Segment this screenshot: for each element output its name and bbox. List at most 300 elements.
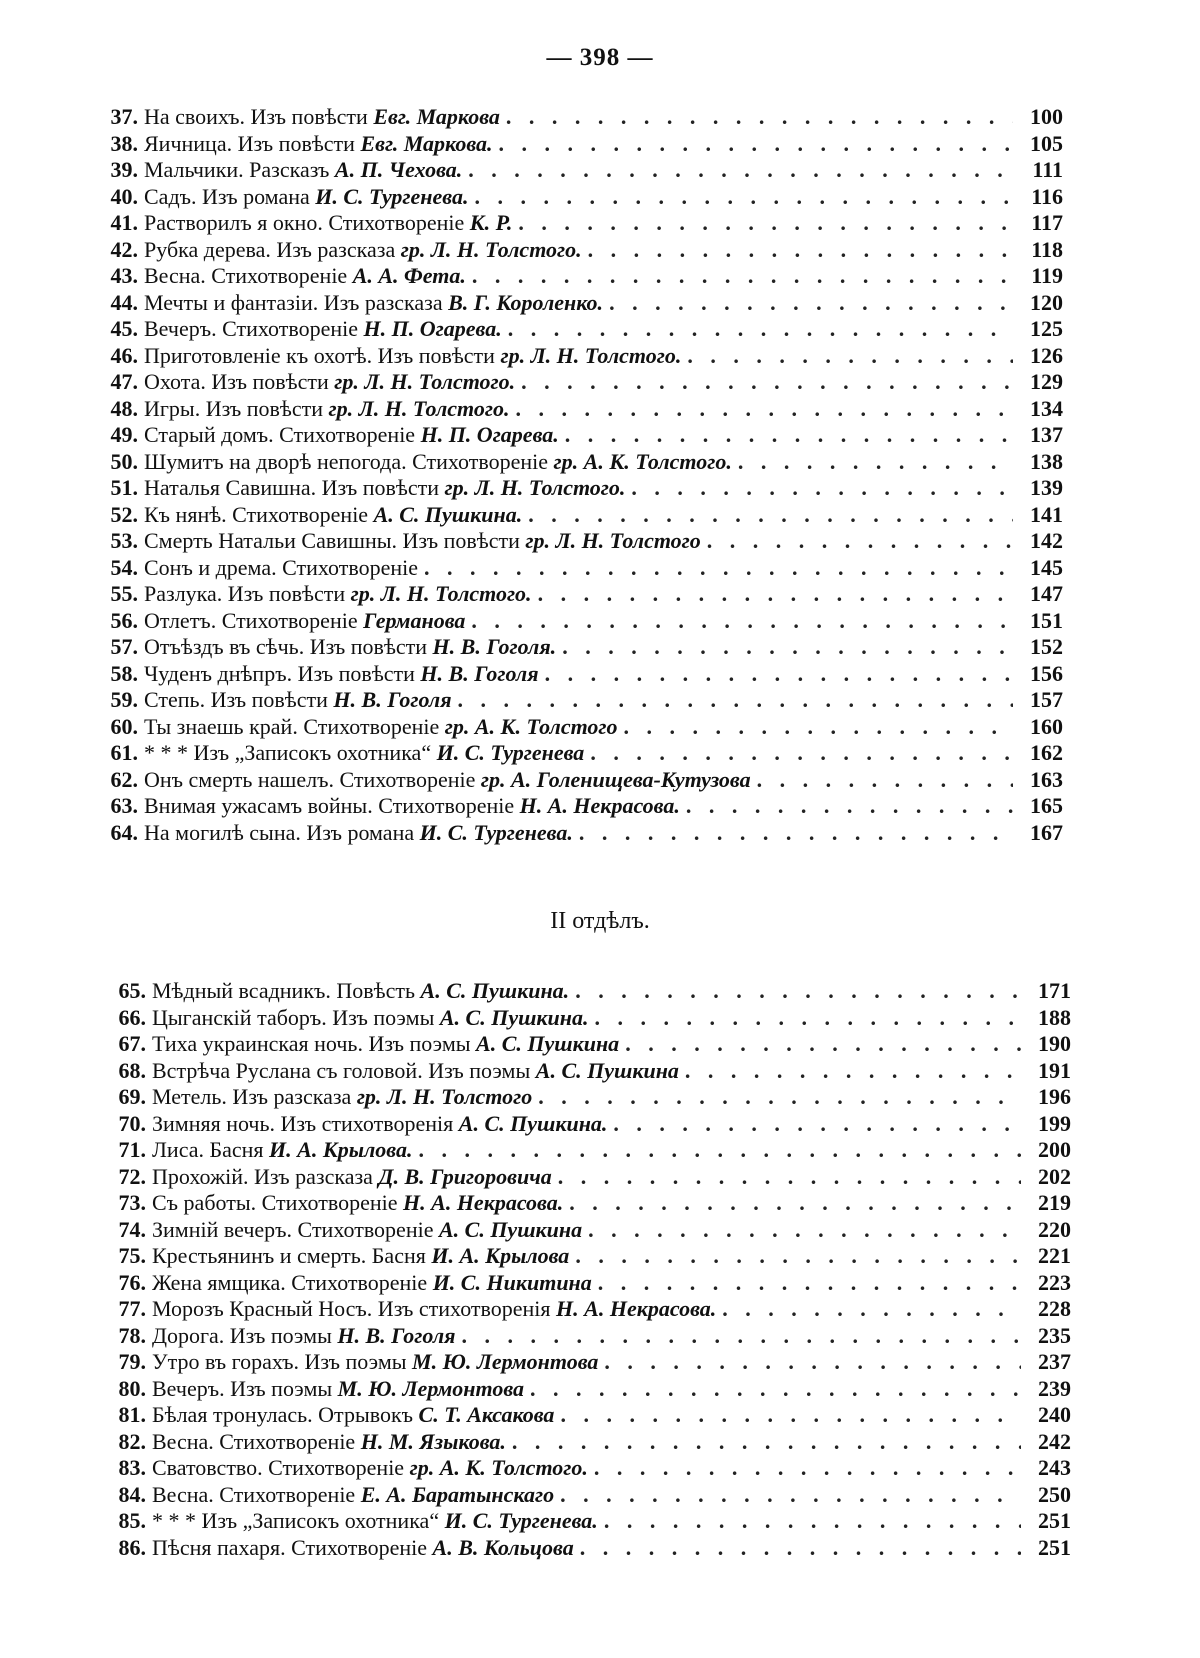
entry-author: Н. М. Языкова. (360, 1428, 506, 1454)
entry-title-text: Пѣсня пахаря. Стихотвореніе (152, 1534, 433, 1560)
entry-author: Н. П. Огарева. (420, 422, 559, 447)
entry-number: 59. (110, 687, 138, 712)
section-heading: II отдѣлъ. (550, 908, 650, 934)
entry-title-text: Ты знаешь край. Стихотвореніе (144, 713, 445, 739)
dot-leader (580, 1535, 1021, 1562)
entry-title-text: Лиса. Басня (152, 1137, 270, 1162)
toc-entry (96, 1535, 1071, 1562)
entry-title-text: Морозъ Красный Носъ. Изъ стихотворенія (152, 1296, 557, 1321)
dot-leader (588, 1217, 1021, 1244)
toc-entry (96, 1349, 1071, 1376)
entry-author: А. С. Пушкина. (420, 978, 570, 1003)
entry-author: Н. А. Некрасова. (403, 1190, 564, 1215)
entry-title-text: Весна. Стихотвореніе (144, 263, 353, 288)
entry-author: гр. Л. Н. Толстого. (400, 236, 582, 262)
toc-entry (88, 714, 1063, 741)
entry-page-number: 117 (1031, 210, 1063, 235)
entry-page-number: 228 (1038, 1296, 1071, 1321)
entry-page-number: 147 (1030, 581, 1063, 606)
entry-number: 39. (110, 157, 138, 182)
entry-page-number: 125 (1030, 316, 1063, 341)
entry-title-text: Мальчики. Разсказъ (144, 157, 335, 182)
toc-entry (96, 1270, 1071, 1297)
entry-title (152, 1111, 607, 1138)
dot-leader (538, 1084, 1021, 1111)
toc-entry (88, 634, 1063, 661)
entry-title-text: Зимняя ночь. Изъ стихотворенія (152, 1110, 459, 1136)
entry-author: Евг. Маркова. (360, 130, 493, 156)
entry-page-number: 134 (1030, 395, 1063, 421)
dot-leader (474, 184, 1013, 211)
entry-title-text: Садъ. Изъ романа (144, 183, 316, 209)
entry-page-number: 100 (1030, 104, 1063, 129)
entry-title (144, 104, 500, 131)
entry-page-number: 250 (1038, 1481, 1071, 1507)
toc-entry (96, 1482, 1071, 1509)
entry-number: 86. (118, 1534, 146, 1560)
entry-page-number: 116 (1031, 183, 1063, 209)
entry-title-text: Крестьянинъ и смерть. Басня (152, 1243, 432, 1268)
entry-title (152, 1137, 413, 1164)
entry-title (152, 1217, 582, 1244)
dot-leader (424, 555, 1013, 582)
entry-number: 78. (118, 1322, 146, 1348)
entry-page-number: 196 (1038, 1084, 1071, 1109)
dot-leader (624, 714, 1013, 741)
entry-title-text: Сонъ и дрема. Стихотвореніе (144, 554, 419, 580)
entry-title-text: Прохожій. Изъ разсказа (152, 1163, 379, 1189)
entry-title-text: Игры. Изъ повѣсти (144, 395, 329, 421)
dot-leader (565, 422, 1013, 449)
entry-title (144, 528, 701, 555)
entry-title-text: Охота. Изъ повѣсти (144, 369, 335, 394)
entry-author: А. С. Пушкина (535, 1057, 679, 1083)
entry-title (144, 767, 751, 794)
entry-number: 71. (118, 1137, 146, 1162)
entry-page-number: 221 (1038, 1243, 1071, 1268)
entry-title-text: Съ работы. Стихотвореніе (152, 1190, 404, 1215)
toc-entry (88, 502, 1063, 529)
entry-author: гр. А. К. Толстого. (553, 448, 732, 474)
entry-title (144, 820, 573, 847)
toc-entry (88, 422, 1063, 449)
toc-entry (88, 104, 1063, 131)
entry-page-number: 141 (1030, 501, 1063, 527)
entry-author: гр. А. К. Толстого (444, 713, 618, 739)
dot-leader (757, 767, 1013, 794)
entry-title (144, 661, 539, 688)
entry-page-number: 191 (1038, 1057, 1071, 1083)
entry-author: И. А. Крылова (431, 1243, 570, 1268)
entry-author: К. Р. (469, 210, 513, 235)
entry-author: Д. В. Григоровича (378, 1163, 552, 1189)
entry-number: 54. (110, 554, 138, 580)
entry-title (144, 343, 681, 370)
entry-author: А. С. Пушкина. (458, 1110, 608, 1136)
toc-entry (96, 1005, 1071, 1032)
entry-title-text: Тиха украинская ночь. Изъ поэмы (152, 1031, 477, 1056)
entry-number: 44. (110, 289, 138, 315)
entry-title-text: На своихъ. Изъ повѣсти (144, 104, 374, 129)
entry-author: гр. Л. Н. Толстого. (334, 369, 516, 394)
entry-title-text: Отъѣздъ въ сѣчь. Изъ повѣсти (144, 634, 433, 659)
entry-author: гр. А. Голенищева-Кутузова (480, 766, 751, 792)
entry-number: 84. (118, 1481, 146, 1507)
entry-author: гр. Л. Н. Толстого (525, 528, 701, 553)
entry-number: 55. (110, 581, 138, 606)
entry-number: 72. (118, 1163, 146, 1189)
entry-title (152, 1508, 598, 1535)
toc-entry (96, 1323, 1071, 1350)
entry-page-number: 188 (1038, 1004, 1071, 1030)
entry-title (152, 1482, 554, 1509)
entry-page-number: 243 (1038, 1455, 1071, 1480)
dot-leader (472, 263, 1013, 290)
toc-entry (88, 316, 1063, 343)
dot-leader (604, 1349, 1021, 1376)
entry-number: 49. (110, 422, 138, 447)
dot-leader (471, 608, 1013, 635)
toc-entry (96, 1376, 1071, 1403)
entry-title-text: На могилѣ сына. Изъ романа (144, 819, 420, 845)
entry-page-number: 139 (1030, 475, 1063, 500)
entry-page-number: 200 (1038, 1137, 1071, 1162)
entry-title-text: * * * Изъ „Записокъ охотника“ (144, 740, 437, 765)
dot-leader (590, 740, 1013, 767)
entry-author: Н. А. Некрасова. (519, 793, 680, 818)
entry-number: 41. (110, 210, 138, 235)
entry-author: гр. Л. Н. Толстого. (328, 395, 510, 421)
entry-page-number: 138 (1030, 448, 1063, 474)
entry-author: А. В. Кольцова (432, 1534, 574, 1560)
entry-title (144, 316, 502, 343)
entry-title (144, 714, 618, 741)
entry-number: 50. (110, 448, 138, 474)
entry-author: В. Г. Короленко. (448, 289, 604, 315)
entry-number: 80. (118, 1375, 146, 1401)
entry-title (144, 131, 493, 158)
dot-leader (419, 1137, 1022, 1164)
entry-number: 37. (110, 104, 138, 129)
dot-leader (625, 1031, 1021, 1058)
entry-title-text: Къ нянѣ. Стихотвореніе (144, 501, 374, 527)
entry-page-number: 165 (1030, 793, 1063, 818)
dot-leader (562, 634, 1013, 661)
toc-entry (88, 396, 1063, 423)
entry-author: Германова (363, 607, 466, 633)
entry-author: А. С. Пушкина (438, 1216, 583, 1242)
entry-title (152, 1535, 574, 1562)
dot-leader (499, 131, 1013, 158)
toc-entry (96, 1243, 1071, 1270)
entry-author: С. Т. Аксакова (418, 1402, 555, 1427)
toc-entry (96, 1429, 1071, 1456)
toc-entry (96, 1296, 1071, 1323)
toc-entry (88, 210, 1063, 237)
toc-entry (88, 767, 1063, 794)
toc-entry (88, 369, 1063, 396)
entry-number: 56. (110, 607, 138, 633)
entry-number: 58. (110, 660, 138, 686)
entry-number: 63. (110, 793, 138, 818)
toc-entry (88, 661, 1063, 688)
entry-title (144, 502, 522, 529)
entry-title-text: Встрѣча Руслана съ головой. Изъ поэмы (152, 1057, 536, 1083)
entry-title (152, 1402, 554, 1429)
entry-title-text: Весна. Стихотвореніе (152, 1481, 361, 1507)
toc-entry (96, 1217, 1071, 1244)
entry-number: 77. (118, 1296, 146, 1321)
dot-leader (686, 793, 1013, 820)
toc-entry (88, 555, 1063, 582)
entry-number: 52. (110, 501, 138, 527)
entry-page-number: 129 (1030, 369, 1063, 394)
entry-author: И. С. Тургенева. (444, 1508, 598, 1533)
dot-leader (518, 210, 1013, 237)
entry-title (152, 1058, 679, 1085)
entry-author: М. Ю. Лермонтова (412, 1349, 599, 1374)
entry-page-number: 152 (1030, 634, 1063, 659)
entry-number: 75. (118, 1243, 146, 1268)
toc-entry (88, 157, 1063, 184)
entry-title (144, 157, 462, 184)
dot-leader (575, 1243, 1021, 1270)
entry-page-number: 202 (1038, 1163, 1071, 1189)
toc-entry (88, 475, 1063, 502)
dot-leader (462, 1323, 1021, 1350)
dot-leader (687, 343, 1013, 370)
entry-page-number: 118 (1031, 236, 1063, 262)
entry-number: 62. (110, 766, 138, 792)
entry-title-text: Наталья Савишна. Изъ повѣсти (144, 475, 445, 500)
entry-title-text: Бѣлая тронулась. Отрывокъ (152, 1402, 419, 1427)
entry-page-number: 237 (1038, 1349, 1071, 1374)
entry-title (152, 1349, 598, 1376)
entry-number: 60. (110, 713, 138, 739)
toc-entry (88, 608, 1063, 635)
dot-leader (575, 978, 1021, 1005)
dot-leader (594, 1455, 1021, 1482)
entry-title (152, 1164, 552, 1191)
entry-number: 43. (110, 263, 138, 288)
entry-title-text: Вечеръ. Стихотвореніе (144, 316, 364, 341)
entry-number: 79. (118, 1349, 146, 1374)
entry-page-number: 119 (1031, 263, 1063, 288)
entry-title (152, 1376, 524, 1403)
dot-leader (613, 1111, 1021, 1138)
entry-number: 42. (110, 236, 138, 262)
entry-title (152, 1243, 569, 1270)
entry-title-text: Весна. Стихотвореніе (152, 1428, 361, 1454)
entry-number: 73. (118, 1190, 146, 1215)
entry-title-text: Вечеръ. Изъ поэмы (152, 1375, 338, 1401)
entry-number: 64. (110, 819, 138, 845)
entry-title (144, 608, 465, 635)
dot-leader (521, 369, 1013, 396)
dot-leader (609, 290, 1013, 317)
entry-author: И. С. Тургенева. (419, 819, 573, 845)
entry-number: 57. (110, 634, 138, 659)
toc-entry (96, 1455, 1071, 1482)
entry-title (144, 263, 466, 290)
entry-page-number: 126 (1030, 342, 1063, 368)
entry-number: 74. (118, 1216, 146, 1242)
entry-page-number: 145 (1030, 554, 1063, 580)
entry-title-text: Отлетъ. Стихотвореніе (144, 607, 364, 633)
toc-entry (88, 184, 1063, 211)
dot-leader (722, 1296, 1021, 1323)
entry-title-text: Разлука. Изъ повѣсти (144, 581, 351, 606)
dot-leader (569, 1190, 1021, 1217)
toc-entry (96, 978, 1071, 1005)
entry-title (152, 1084, 532, 1111)
entry-title (144, 687, 452, 714)
toc-entry (96, 1402, 1071, 1429)
entry-number: 69. (118, 1084, 146, 1109)
entry-author: И. А. Крылова. (269, 1137, 413, 1162)
entry-author: И. С. Никитина (432, 1269, 592, 1295)
dot-leader (579, 820, 1013, 847)
entry-title-text: Сватовство. Стихотвореніе (152, 1455, 410, 1480)
toc-entry (96, 1084, 1071, 1111)
entry-title (152, 1270, 592, 1297)
entry-author: Н. П. Огарева. (363, 316, 502, 341)
entry-title-text: Цыганскій таборъ. Изъ поэмы (152, 1004, 440, 1030)
toc-entry (96, 1137, 1071, 1164)
entry-number: 47. (110, 369, 138, 394)
entry-title (144, 793, 680, 820)
entry-number: 82. (118, 1428, 146, 1454)
entry-title (144, 581, 532, 608)
entry-author: Н. В. Гоголя. (432, 634, 557, 659)
toc-entry (88, 290, 1063, 317)
toc-entry (88, 263, 1063, 290)
entry-title (144, 290, 603, 317)
entry-title-text: Дорога. Изъ поэмы (152, 1322, 338, 1348)
entry-title (144, 396, 509, 423)
dot-leader (506, 104, 1013, 131)
entry-title (152, 1296, 716, 1323)
entry-page-number: 171 (1038, 978, 1071, 1003)
entry-title-text: * * * Изъ „Записокъ охотника“ (152, 1508, 445, 1533)
entry-title-text: Внимая ужасамъ войны. Стихотвореніе (144, 793, 520, 818)
entry-number: 51. (110, 475, 138, 500)
entry-page-number: 242 (1038, 1428, 1071, 1454)
dot-leader (707, 528, 1013, 555)
entry-title (144, 422, 559, 449)
entry-number: 68. (118, 1057, 146, 1083)
entry-number: 83. (118, 1455, 146, 1480)
entry-title-text: Утро въ горахъ. Изъ поэмы (152, 1349, 413, 1374)
toc-entry (96, 1164, 1071, 1191)
entry-title (144, 449, 732, 476)
entry-title-text: Зимній вечеръ. Стихотвореніе (152, 1216, 439, 1242)
entry-title-text: Смерть Натальи Савишны. Изъ повѣсти (144, 528, 526, 553)
dot-leader (738, 449, 1013, 476)
entry-page-number: 219 (1038, 1190, 1071, 1215)
dot-leader (604, 1508, 1021, 1535)
dot-leader (528, 502, 1013, 529)
entry-number: 66. (118, 1004, 146, 1030)
entry-page-number: 190 (1038, 1031, 1071, 1056)
dot-leader (545, 661, 1013, 688)
toc-entry (88, 237, 1063, 264)
entry-number: 38. (110, 130, 138, 156)
entry-page-number: 156 (1030, 660, 1063, 686)
entry-author: А. С. Пушкина. (373, 501, 523, 527)
entry-author: Н. А. Некрасова. (556, 1296, 717, 1321)
entry-page-number: 163 (1030, 766, 1063, 792)
entry-number: 53. (110, 528, 138, 553)
entry-author: Е. А. Баратынскаго (360, 1481, 555, 1507)
entry-page-number: 137 (1030, 422, 1063, 447)
entry-title (152, 1455, 588, 1482)
dot-leader (595, 1005, 1021, 1032)
toc-entry (96, 1190, 1071, 1217)
entry-author: Н. В. Гоголя (333, 687, 452, 712)
dot-leader (558, 1164, 1021, 1191)
entry-title-text: Мѣдный всадникъ. Повѣсть (152, 978, 421, 1003)
entry-page-number: 120 (1030, 289, 1063, 315)
entry-author: М. Ю. Лермонтова (337, 1375, 525, 1401)
entry-title (152, 1323, 456, 1350)
entry-number: 48. (110, 395, 138, 421)
entry-number: 76. (118, 1269, 146, 1295)
toc-entry (88, 343, 1063, 370)
entry-number: 85. (118, 1508, 146, 1533)
dot-leader (538, 581, 1013, 608)
dot-leader (631, 475, 1013, 502)
dot-leader (468, 157, 1013, 184)
entry-title (152, 1005, 589, 1032)
entry-title-text: Старый домъ. Стихотвореніе (144, 422, 421, 447)
entry-title (152, 1190, 563, 1217)
toc-entry (88, 131, 1063, 158)
entry-page-number: 235 (1038, 1322, 1071, 1348)
entry-title (144, 184, 468, 211)
dot-leader (685, 1058, 1021, 1085)
dot-leader (458, 687, 1013, 714)
entry-title-text: Онъ смерть нашелъ. Стихотвореніе (144, 766, 481, 792)
dot-leader (530, 1376, 1021, 1403)
dot-leader (508, 316, 1013, 343)
entry-author: гр. Л. Н. Толстого. (500, 342, 682, 368)
entry-author: Евг. Маркова (373, 104, 500, 129)
entry-title-text: Степь. Изъ повѣсти (144, 687, 334, 712)
entry-page-number: 240 (1038, 1402, 1071, 1427)
dot-leader (515, 396, 1013, 423)
entry-page-number: 111 (1032, 157, 1063, 182)
entry-author: И. С. Тургенева (436, 740, 585, 765)
toc-entry (88, 820, 1063, 847)
entry-title-text: Приготовленіе къ охотѣ. Изъ повѣсти (144, 342, 501, 368)
entry-number: 40. (110, 183, 138, 209)
entry-page-number: 157 (1030, 687, 1063, 712)
toc-entry (88, 581, 1063, 608)
entry-title-text: Жена ямщика. Стихотвореніе (152, 1269, 433, 1295)
entry-author: Н. В. Гоголя (420, 660, 539, 686)
entry-author: А. П. Чехова. (334, 157, 463, 182)
entry-title (144, 475, 625, 502)
toc-entry (88, 528, 1063, 555)
entry-title (144, 634, 556, 661)
entry-author: гр. Л. Н. Толстого. (444, 475, 626, 500)
entry-author: Н. В. Гоголя (337, 1322, 456, 1348)
dot-leader (512, 1429, 1021, 1456)
entry-title (144, 369, 515, 396)
entry-author: И. С. Тургенева. (315, 183, 469, 209)
entry-author: гр. Л. Н. Толстого (356, 1084, 533, 1109)
